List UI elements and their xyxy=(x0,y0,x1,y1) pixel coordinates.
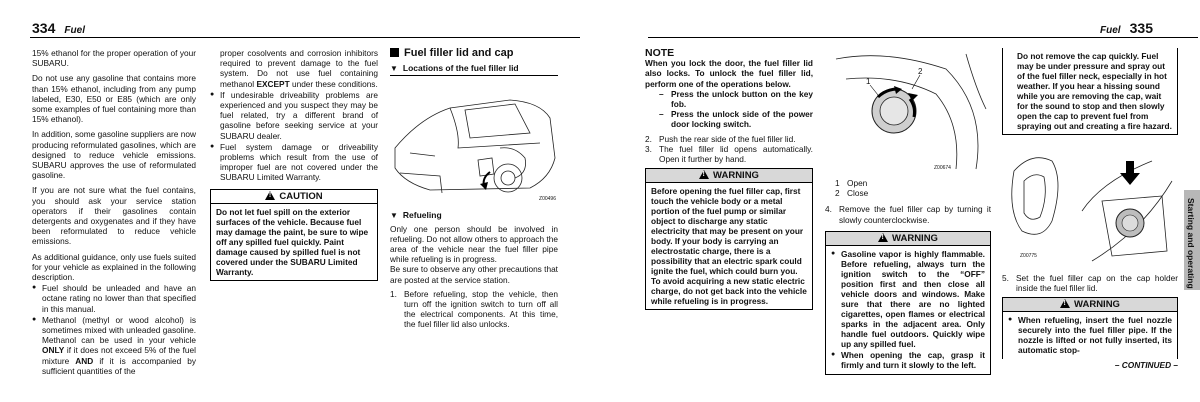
step-number: 5. xyxy=(1002,273,1009,283)
step-text: Before refueling, stop the vehicle, then turn off the ignition switch to turn off all the electrical components. At this time, the fuel filler lid also unlocks. xyxy=(404,288,558,330)
step-item xyxy=(645,144,813,164)
figure-legend xyxy=(825,178,991,198)
step-text: The fuel filler lid opens automatically. Open it further by hand. xyxy=(659,143,813,165)
section-square-icon xyxy=(390,48,399,57)
continued-marker: – CONTINUED – xyxy=(1114,360,1178,371)
section-title-text: Fuel filler lid and cap xyxy=(404,47,514,59)
step-item xyxy=(390,289,558,330)
step-item xyxy=(1002,273,1178,293)
paragraph: As additional guidance, only use fuels suited for your vehicle as explained in the following description. xyxy=(32,251,196,283)
bullet-text: Fuel should be unleaded and have an octane rating no lower than that specified in this manual. xyxy=(42,283,196,314)
cap-figure xyxy=(825,48,991,176)
caution-header xyxy=(210,189,378,204)
bullet-text: Methanol (methyl or wood alcohol) is sometimes mixed with unleaded gasoline. Methanol can be used in your vehicle xyxy=(42,314,196,346)
warning-title: WARNING xyxy=(892,232,938,244)
caution-icon xyxy=(265,191,275,200)
triangle-down-icon: ▼ xyxy=(390,64,398,74)
legend-item xyxy=(835,178,991,188)
warning-bullet: ● Gasoline vapor is highly flammable. Before refueling, always turn the ignition switch to the “OFF” position first and then close all vehicle doors and windows. Make sure that there are no lighted cigarettes, open flames or electrical sparks in the adjacent area. Only handle fuel outdoors. Quickly wipe up any spilled fuel. xyxy=(831,249,985,349)
warning-title: WARNING xyxy=(1074,299,1120,311)
step-item xyxy=(645,134,813,144)
warning-box xyxy=(1002,297,1178,359)
subsection-title xyxy=(390,210,558,221)
warning-header xyxy=(1002,297,1178,312)
step-number: 1. xyxy=(390,288,397,299)
warning-box xyxy=(825,231,991,375)
caution-title: CAUTION xyxy=(279,190,323,202)
right-column-1 xyxy=(645,48,813,310)
paragraph: In addition, some gasoline suppliers are now producing reformulated gasolines, which are designed to reduce vehicle emissions. SUBARU approves the use of reformulated gasoline. xyxy=(32,129,196,181)
dash-item-text: Press the unlock button on the key fob. xyxy=(671,88,813,110)
warning-title: WARNING xyxy=(713,170,759,182)
triangle-down-icon: ▼ xyxy=(390,211,398,221)
warning-body xyxy=(1002,312,1178,359)
page-number: 335 xyxy=(1129,20,1153,36)
header-rule xyxy=(648,37,1198,38)
legend-label: Open xyxy=(847,178,868,188)
right-page xyxy=(600,0,1200,402)
paragraph: Do not use any gasoline that contains more than 15% ethanol, including from any pump labeled, E30, E50 or E85 (which are only some examples of fuel containing more than 15% ethanol). xyxy=(32,73,196,125)
cap-holder-figure xyxy=(1002,141,1178,269)
legend-number: 2 xyxy=(835,188,840,199)
warning-box xyxy=(645,168,813,310)
legend-number: 1 xyxy=(835,178,840,188)
figure-code: Z00775 xyxy=(1020,252,1037,259)
note-title: NOTE xyxy=(645,47,675,59)
chapter-side-tab[interactable] xyxy=(1184,190,1200,290)
callout-1: 1 xyxy=(866,77,871,86)
bullet-text: if it is accompanied by sufficient quantities of the xyxy=(42,355,197,376)
step-item xyxy=(825,204,991,224)
fuel-cap-illustration xyxy=(826,49,992,177)
subsection-title-text: Refueling xyxy=(402,210,442,221)
emphasis-and: AND xyxy=(75,355,94,366)
paragraph: Be sure to observe any other precautions that are posted at the service station. xyxy=(390,264,558,285)
section-name: Fuel xyxy=(1100,25,1121,36)
dash-item-text: Press the unlock side of the power door locking switch. xyxy=(671,109,813,130)
paragraph: 15% ethanol for the proper operation of your SUBARU. xyxy=(32,48,196,69)
figure-code: Z00496 xyxy=(539,196,556,203)
bullet-item xyxy=(210,90,378,141)
left-column-3 xyxy=(390,48,558,330)
chapter-tab-label: Starting and operating xyxy=(1186,198,1196,289)
warning-header xyxy=(645,168,813,183)
right-page-header xyxy=(1100,20,1153,38)
caution-text: Do not let fuel spill on the exterior surfaces of the vehicle. Because fuel may damage the paint, be sure to wipe off any spilled fuel quickly. Paint damage caused by spilled fuel is not covered under the SUBARU Limited Warranty. xyxy=(210,204,378,281)
left-column-1 xyxy=(32,48,196,377)
section-title xyxy=(390,48,558,58)
paragraph-text: proper cosolvents and corrosion inhibitors required to prevent damage to the fuel system. Do not use fuel containing methanol xyxy=(220,48,378,89)
paragraph: If you are not sure what the fuel contains, you should ask your service station operators if their gasolines contain detergents and oxygenates and if they have been reformulated to reduce vehicle emissions. xyxy=(32,185,196,247)
warning-bullet: ● When refueling, insert the fuel nozzle securely into the fuel filler pipe. If the nozzle is lifted or not fully inserted, its automatic stop- xyxy=(1008,315,1172,355)
callout-2: 2 xyxy=(918,67,923,76)
step-text: Set the fuel filler cap on the cap holder inside the fuel filler lid. xyxy=(1016,273,1178,294)
figure-code: Z00674 xyxy=(934,164,951,171)
page-number: 334 xyxy=(32,20,56,36)
warning-icon xyxy=(878,233,888,242)
paragraph xyxy=(210,48,378,89)
dash-item: – Press the unlock side of the power door locking switch. xyxy=(659,109,813,130)
bullet-item xyxy=(32,315,196,376)
car-rear-figure xyxy=(390,78,558,206)
left-page-header xyxy=(32,20,85,38)
step-number: 3. xyxy=(645,143,652,154)
warning-text: Before opening the fuel filler cap, first touch the vehicle body or a metal portion of the fuel pump or similar object to discharge any static electricity that may be present on your body. If your body is carrying an electrostatic charge, there is a possibility that an electric spark could ignite the fuel, which could burn you. To avoid acquiring a new static electric charge, do not get back into the vehicle while refueling is in progress. xyxy=(645,183,813,310)
warning-continued-text: Do not remove the cap quickly. Fuel may be under pressure and spray out of the fuel filler neck, especially in hot weather. If you hear a hissing sound while you are removing the cap, wait for the sound to stop and then slowly open the cap to prevent fuel from spraying out and creating a fire hazard. xyxy=(1002,48,1178,135)
warning-header xyxy=(825,231,991,246)
note-text: When you lock the door, the fuel filler lid also locks. To unlock the fuel filler lid, perform one of the operations below. xyxy=(645,58,813,89)
right-column-3 xyxy=(1002,48,1178,371)
paragraph: Only one person should be involved in refueling. Do not allow others to approach the area of the vehicle near the fuel filler pipe while refueling is in progress. xyxy=(390,223,558,265)
legend-label: Close xyxy=(847,188,869,199)
legend-item xyxy=(835,188,991,198)
subsection-title xyxy=(390,63,558,76)
section-name: Fuel xyxy=(64,25,85,36)
caution-box xyxy=(210,189,378,281)
emphasis-only: ONLY xyxy=(42,345,65,356)
header-rule xyxy=(30,37,580,38)
left-column-2 xyxy=(210,48,378,281)
paragraph-text: under these conditions. xyxy=(291,78,378,89)
bullet-item xyxy=(210,142,378,183)
step-text: Push the rear side of the fuel filler lid. xyxy=(659,133,796,144)
bullet-text: if it does not exceed 5% of the fuel mixture xyxy=(42,345,196,366)
car-rear-illustration xyxy=(390,78,558,206)
right-column-2 xyxy=(825,48,991,375)
subsection-title-text: Locations of the fuel filler lid xyxy=(402,63,519,74)
step-text: Remove the fuel filler cap by turning it slowly counterclockwise. xyxy=(839,204,991,225)
bullet-text: If undesirable driveability problems are experienced and you suspect they may be fuel related, try a different brand of gasoline before seeking service at your SUBARU dealer. xyxy=(220,89,378,141)
cap-holder-illustration xyxy=(1002,141,1178,269)
warning-icon xyxy=(1060,299,1070,308)
step-number: 4. xyxy=(825,204,832,215)
emphasis-except: EXCEPT xyxy=(256,78,290,89)
step-number: 2. xyxy=(645,133,652,144)
dash-item: – Press the unlock button on the key fob. xyxy=(659,88,813,110)
bullet-text: Fuel system damage or driveability problems which result from the use of improper fuel are not covered under the SUBARU Limited Warranty. xyxy=(220,141,378,183)
bullet-item xyxy=(32,283,196,314)
warning-bullet: ● When opening the cap, grasp it firmly and turn it slowly to the left. xyxy=(831,350,985,370)
warning-icon xyxy=(699,170,709,179)
warning-body xyxy=(825,246,991,375)
